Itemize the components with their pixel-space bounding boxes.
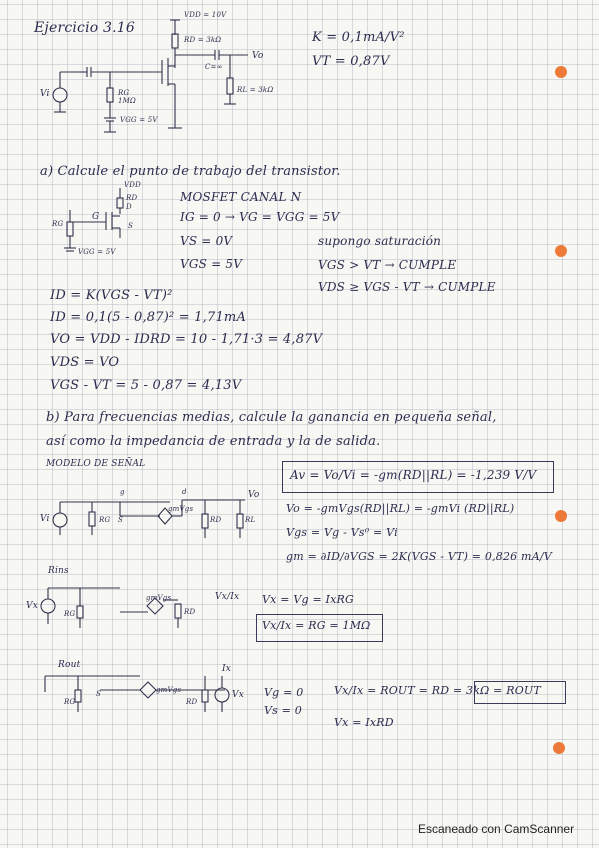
output-impedance-schematic (45, 676, 229, 712)
vx-equation: Vx = Vg = IxRG (262, 593, 354, 606)
fig-rg-label: RG (52, 220, 64, 228)
rin-equation: Vx/Ix = RG = 1MΩ (262, 619, 371, 632)
small-vo-label: Vo (248, 490, 260, 500)
vdd-label: VDD = 10V (184, 11, 227, 19)
rin-label: Rins (48, 566, 69, 576)
k-parameter: K = 0,1mA/V² (312, 30, 405, 45)
part-b-heading-1: b) Para frecuencias medias, calcule la ganancia en pequeña señal, (46, 410, 497, 425)
rout-gmvgs-label: gmVgs (156, 686, 182, 694)
rout-equation: Vx/Ix = ROUT = RD = 3kΩ = ROUT (334, 684, 541, 697)
node-d-label: d (182, 488, 187, 496)
saturation-assumption: supongo saturación (318, 234, 442, 248)
vo-small-signal: Vo = -gmVgs(RD||RL) = -gmVi (RD||RL) (286, 502, 515, 515)
node-g-label: g (120, 488, 125, 496)
condition-2: VDS ≥ VGS - VT → CUMPLE (318, 280, 496, 294)
id-formula: ID = K(VGS - VT)² (50, 288, 173, 303)
id-result: ID = 0,1(5 - 0,87)² = 1,71mA (50, 310, 247, 325)
fig-s-label: S (128, 222, 133, 230)
rin-rd-label: RD (184, 608, 196, 616)
rin-gmvgs-label: gmVgs (146, 594, 172, 602)
part-a-heading: a) Calcule el punto de trabajo del transistor. (40, 164, 341, 179)
rg-label: RG 1MΩ (118, 89, 137, 105)
signal-model-heading: MODELO DE SEÑAL (46, 459, 146, 469)
vgs-small-signal: Vgs = Vg - Vs⁰ = Vi (286, 526, 398, 539)
scanner-watermark: Escaneado con CamScanner (418, 822, 575, 836)
rout-s-node: S (96, 690, 101, 698)
capacitor-label: C=∞ (205, 63, 223, 71)
vs-zero: Vs = 0 (264, 704, 302, 717)
fig-rd-label: RD (126, 194, 138, 202)
fig-vdd-label: VDD (124, 181, 141, 189)
small-rd-label: RD (210, 516, 222, 524)
mosfet-type: MOSFET CANAL N (180, 190, 302, 204)
small-rl-label: RL (245, 516, 256, 524)
fig-d-label: D (126, 203, 132, 211)
vgg-label: VGG = 5V (120, 116, 158, 124)
vs-equation: VS = 0V (180, 234, 233, 248)
dependent-source-label: gmVgs (168, 505, 194, 513)
vo-result: VO = VDD - IDRD = 10 - 1,71·3 = 4,87V (50, 332, 323, 347)
rin-vx-ix: Vx/Ix (215, 592, 240, 602)
vt-parameter: VT = 0,87V (312, 54, 390, 69)
vi-label: Vi (40, 89, 50, 99)
condition-1: VGS > VT → CUMPLE (318, 258, 457, 272)
rout-label: Rout (58, 660, 81, 670)
vds-equation: VDS = VO (50, 355, 120, 370)
rout-ix-label: Ix (222, 664, 232, 674)
rin-rg-label: RG (64, 610, 76, 618)
part-b-heading-2: así como la impedancia de entrada y la de salida. (46, 434, 381, 449)
ig-equation: IG = 0 → VG = VGG = 5V (180, 210, 340, 224)
exercise-title: Ejercicio 3.16 (34, 20, 136, 36)
fig-g-label: G (92, 212, 100, 222)
node-s-label: S (118, 516, 123, 524)
vo-label: Vo (252, 51, 264, 61)
small-vi-label: Vi (40, 514, 50, 524)
vgs-equation: VGS = 5V (180, 257, 243, 271)
small-rg-label: RG (99, 516, 111, 524)
vx-ix-rd: Vx = IxRD (334, 716, 394, 729)
rl-label: RL = 3kΩ (237, 86, 274, 94)
vg-zero: Vg = 0 (264, 686, 304, 699)
fig-vgg-label: VGG = 5V (78, 248, 116, 256)
gain-equation: Av = Vo/Vi = -gm(RD||RL) = -1,239 V/V (290, 468, 537, 482)
rout-rg-label: RG (64, 698, 76, 706)
rd-label: RD = 3kΩ (184, 36, 222, 44)
rin-vx-label: Vx (26, 601, 38, 611)
rout-vx-label: Vx (232, 690, 244, 700)
rout-rd-label: RD (186, 698, 198, 706)
gm-equation: gm = ∂ID/∂VGS = 2K(VGS - VT) = 0,826 mA/V (286, 550, 552, 563)
vgs-vt-result: VGS - VT = 5 - 0,87 = 4,13V (50, 378, 242, 393)
